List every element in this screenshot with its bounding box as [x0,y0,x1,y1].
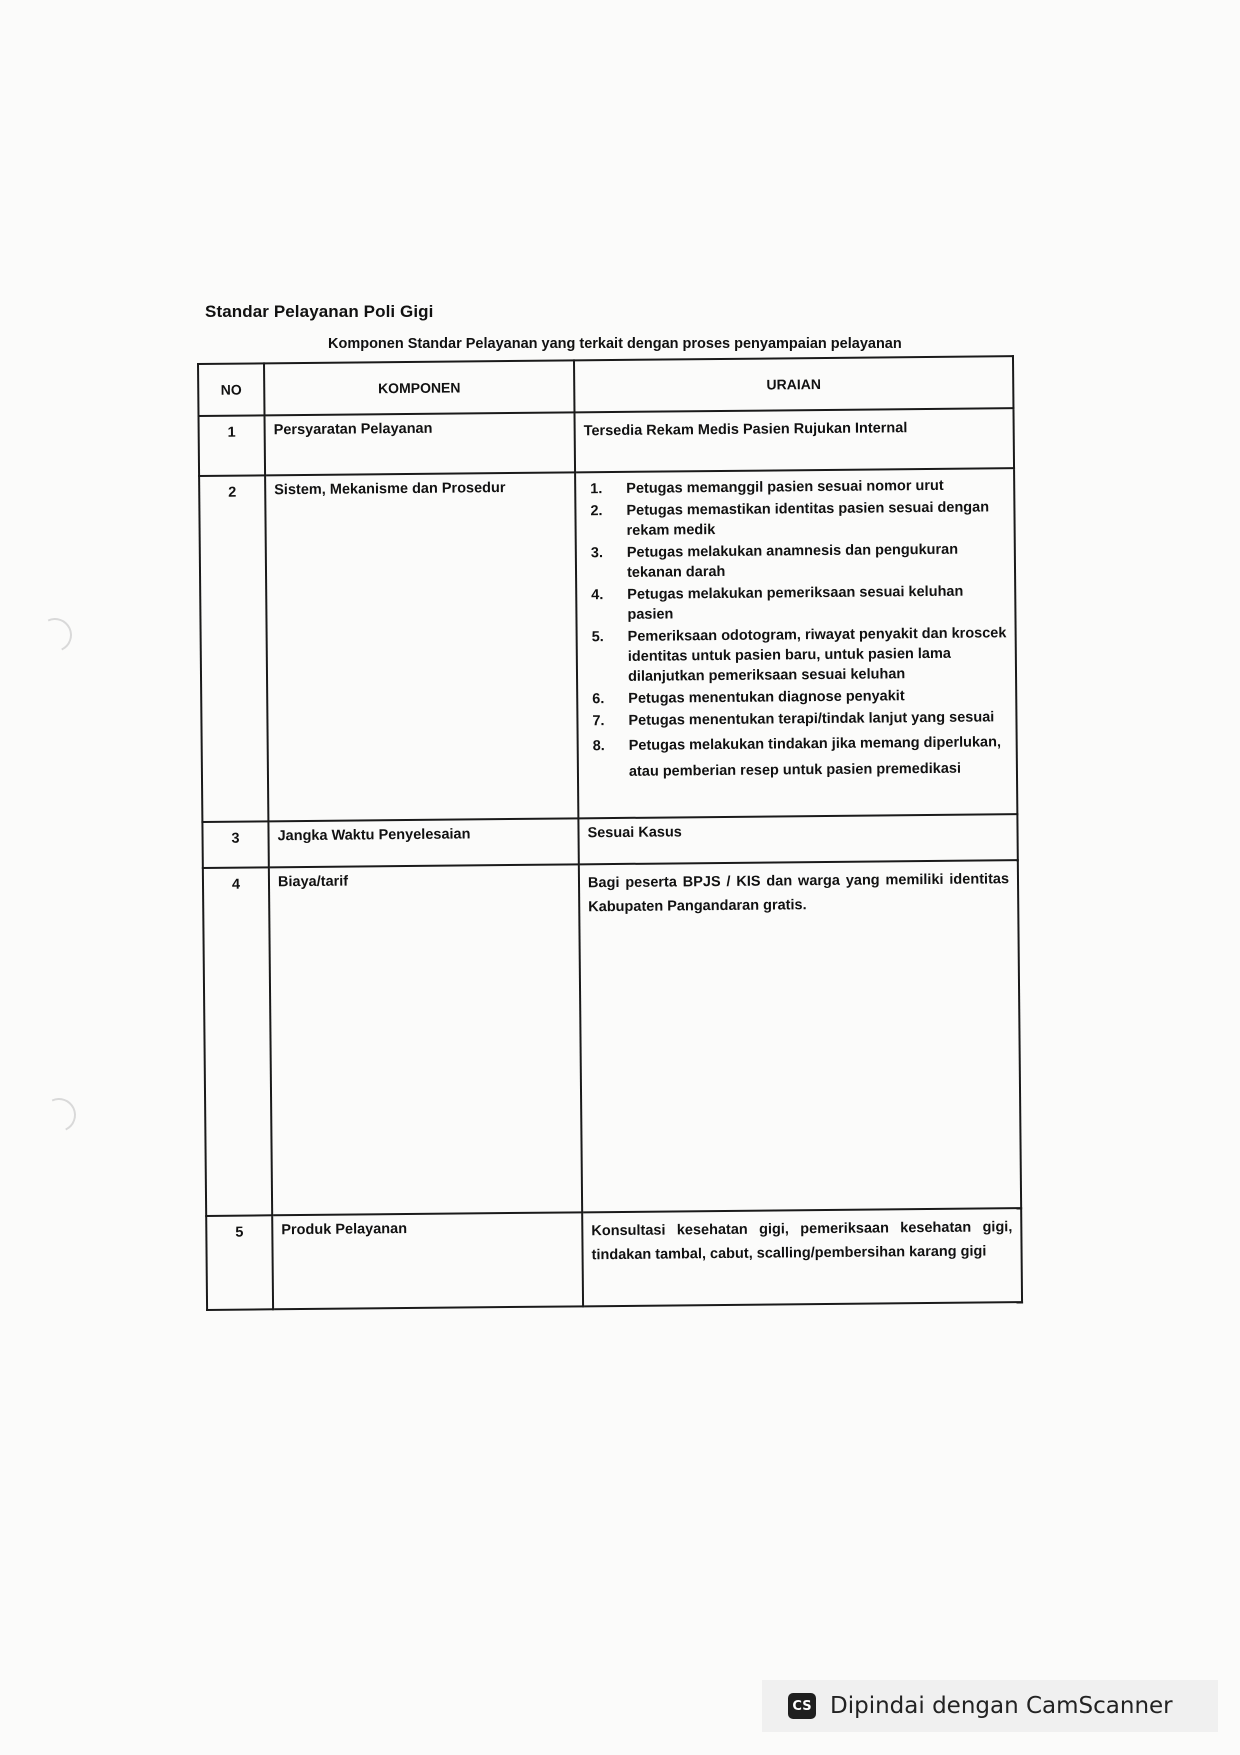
step-text: Petugas melakukan pemeriksaan sesuai keluhan pasien [627,583,964,623]
table-header-row [198,356,1013,416]
row-number: 4 [203,867,272,1216]
row-number: 1 [199,415,266,476]
step-number: 6. [592,691,605,708]
row-component: Sistem, Mekanisme dan Prosedur [265,472,578,821]
row-description [575,468,1017,818]
step-text: Petugas memastikan identitas pasien sesuai dengan rekam medik [626,499,990,539]
step-number: 3. [590,545,604,562]
camscanner-watermark [762,1680,1218,1732]
list-item [590,475,1005,499]
list-item [592,707,1007,731]
row-description: Tersedia Rekam Medis Pasien Rujukan Internal [574,408,1014,472]
step-text: Petugas melakukan anamnesis dan pengukuran tekanan darah [626,541,959,581]
document-title: Standar Pelayanan Poli Gigi [205,302,434,321]
row-number: 5 [206,1215,273,1310]
step-text: Petugas memanggil pasien sesuai nomor urut [626,477,944,497]
row-component: Jangka Waktu Penyelesaian [268,818,578,867]
service-standard-table-wrapper [197,355,1023,1311]
header-uraian: URAIAN [574,356,1013,412]
punch-hole-mark [33,613,77,657]
watermark-text: Dipindai dengan CamScanner [830,1693,1173,1719]
procedure-steps-list [584,475,1008,785]
table-row [199,408,1015,476]
row-description: Bagi peserta BPJS / KIS dan warga yang memiliki identitas Kabupaten Pangandaran gratis. [579,860,1021,1212]
row-component: Persyaratan Pelayanan [265,412,576,475]
step-number: 5. [591,629,604,646]
row-description: Konsultasi kesehatan gigi, pemeriksaan kesehatan gigi, tindakan tambal, cabut, scalling/pembersihan karang gigi [582,1208,1022,1306]
list-item [591,539,1006,583]
document-subtitle: Komponen Standar Pelayanan yang terkait dengan proses penyampaian pelayanan [328,336,902,352]
row-number: 2 [199,475,268,822]
step-text: Petugas menentukan diagnose penyakit [628,688,905,707]
step-text: Petugas menentukan terapi/tindak lanjut yang sesuai [628,709,995,729]
row-number: 3 [202,821,268,868]
table-row [199,468,1017,822]
row-component: Produk Pelayanan [272,1212,583,1309]
step-number: 7. [592,713,605,730]
list-item [592,623,1008,687]
step-number: 1. [590,481,603,498]
list-item [593,729,1008,785]
step-number: 4. [591,587,604,604]
table-row [203,860,1021,1216]
header-komponen: KOMPONEN [264,360,574,415]
step-number: 2. [590,503,603,520]
camscanner-logo-icon: CS [788,1693,816,1719]
row-description: Sesuai Kasus [578,814,1017,864]
step-text: Pemeriksaan odotogram, riwayat penyakit dan kroscek identitas untuk pasien baru, untuk pasien lama dilanjutkan pemeriksaan sesuai keluhan [627,625,1007,685]
list-item [590,497,1005,541]
punch-hole-mark [37,1093,81,1137]
step-number: 8. [592,738,605,755]
table-row [206,1208,1022,1310]
list-item [592,685,1007,709]
row-component: Biaya/tarif [269,864,582,1215]
list-item [591,581,1006,625]
table-row [202,814,1017,868]
header-no: NO [198,363,264,416]
service-standard-table [197,355,1023,1311]
step-text: Petugas melakukan tindakan jika memang diperlukan, atau pemberian resep untuk pasien premedikasi [628,734,1002,780]
